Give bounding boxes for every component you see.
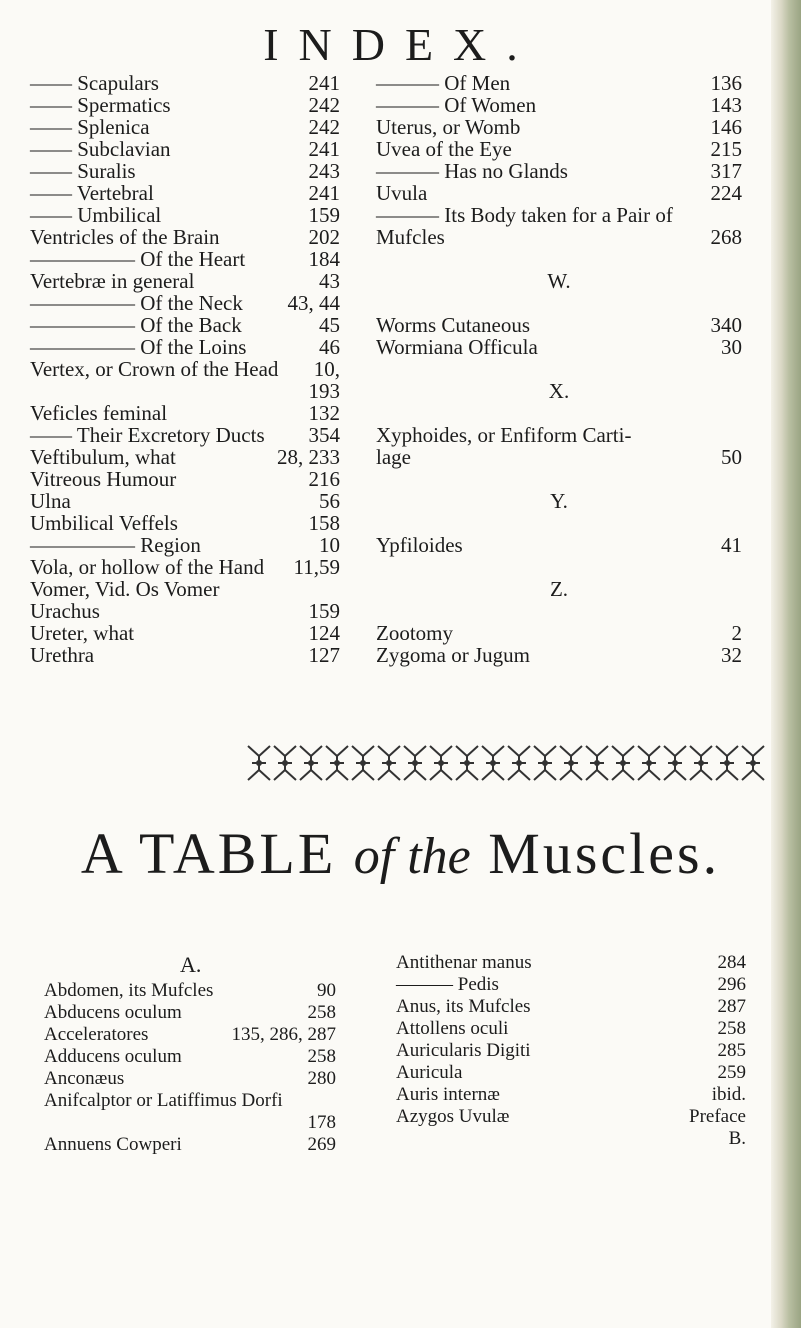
index-entry xyxy=(376,534,742,556)
index-entry-label: Uvea of the Eye xyxy=(376,137,512,161)
index-entry xyxy=(30,248,340,270)
index-entry xyxy=(376,490,742,512)
index-entry-page: 10, xyxy=(313,357,340,381)
muscle-entry xyxy=(396,1106,746,1128)
index-entry-page: 30 xyxy=(721,335,742,359)
muscle-entry-label: Anus, its Mufcles xyxy=(396,996,531,1017)
index-entry-page: 317 xyxy=(710,159,742,183)
muscle-entry-label: Auricula xyxy=(396,1062,463,1083)
index-entry-page: 28, 233 xyxy=(277,445,340,469)
index-entry-label: ————— Region xyxy=(30,533,201,557)
index-entry-page: 241 xyxy=(308,137,340,161)
index-entry-label: —— Vertebral xyxy=(30,181,154,205)
index-entry xyxy=(30,72,340,94)
index-entry xyxy=(30,534,340,556)
muscle-entry-page: 258 xyxy=(307,1046,336,1067)
index-entry xyxy=(30,116,340,138)
muscle-entry xyxy=(396,1062,746,1084)
index-entry-page: 132 xyxy=(308,401,340,425)
index-entry xyxy=(30,446,340,468)
index-entry xyxy=(376,182,742,204)
index-entry xyxy=(30,644,340,666)
muscle-entry xyxy=(44,1002,336,1024)
index-entry-label: Vertex, or Crown of the Head xyxy=(30,357,279,381)
index-entry xyxy=(376,116,742,138)
index-entry xyxy=(30,336,340,358)
index-entry xyxy=(376,226,742,248)
index-entry-label: Vomer, Vid. Os Vomer xyxy=(30,577,220,601)
index-entry xyxy=(376,94,742,116)
index-entry xyxy=(376,358,742,380)
index-entry xyxy=(376,446,742,468)
index-entry-label: —— Suralis xyxy=(30,159,136,183)
muscle-entry-label: Acceleratores xyxy=(44,1024,149,1045)
index-entry xyxy=(30,402,340,424)
muscle-entry-page: 258 xyxy=(307,1002,336,1023)
index-entry xyxy=(376,644,742,666)
muscle-entry xyxy=(396,952,746,974)
table-title-of: of the xyxy=(353,828,471,885)
index-entry-page: 41 xyxy=(721,533,742,557)
index-entry xyxy=(376,248,742,270)
index-entry xyxy=(376,622,742,644)
muscle-entry-label: Auris internæ xyxy=(396,1084,500,1105)
index-entry xyxy=(30,204,340,226)
muscle-entry-label: Auricularis Digiti xyxy=(396,1040,531,1061)
index-entry-page: 158 xyxy=(308,511,340,535)
index-entry-label: Xyphoides, or Enfiform Carti- xyxy=(376,423,632,447)
muscle-entry-label: Attollens oculi xyxy=(396,1018,509,1039)
index-entry-label: Uvula xyxy=(376,181,428,205)
index-entry-page: 215 xyxy=(710,137,742,161)
page-edge-binding xyxy=(771,0,801,1328)
index-entry-label: ——— Its Body taken for a Pair of xyxy=(376,203,673,227)
index-entry-label: W. xyxy=(547,269,571,293)
table-title-main: A TABLE xyxy=(80,821,337,886)
muscle-entry xyxy=(44,1046,336,1068)
index-entry-label: Vitreous Humour xyxy=(30,467,177,491)
index-entry-page: 50 xyxy=(721,445,742,469)
index-entry-page: 268 xyxy=(710,225,742,249)
index-entry-label: Vola, or hollow of the Hand xyxy=(30,555,265,579)
table-title-end: Muscles. xyxy=(488,821,721,886)
index-entry-label: lage xyxy=(376,445,411,469)
index-entry-label: X. xyxy=(548,379,570,403)
muscle-entry xyxy=(44,1024,336,1046)
index-entry-page: 146 xyxy=(710,115,742,139)
index-entry-label: ——— Has no Glands xyxy=(376,159,568,183)
muscles-heading: A. xyxy=(180,952,202,977)
index-entry-page: 159 xyxy=(308,599,340,623)
muscle-entry xyxy=(44,1090,336,1112)
muscle-entry xyxy=(44,1134,336,1156)
index-entry xyxy=(376,72,742,94)
index-entry-page: 124 xyxy=(308,621,340,645)
index-entry-label: Zootomy xyxy=(376,621,453,645)
muscle-entry-label: Annuens Cowperi xyxy=(44,1134,182,1155)
index-entry xyxy=(376,556,742,578)
muscle-entry xyxy=(44,980,336,1002)
index-entry-label: Mufcles xyxy=(376,225,445,249)
index-entry xyxy=(376,402,742,424)
index-entry xyxy=(376,578,742,600)
muscle-entry xyxy=(396,1128,746,1150)
index-entry-label: —— Spermatics xyxy=(30,93,171,117)
index-title: INDEX. xyxy=(263,19,538,70)
index-entry xyxy=(376,424,742,446)
index-entry xyxy=(376,292,742,314)
index-entry-page: 136 xyxy=(710,71,742,95)
index-entry xyxy=(30,292,340,314)
muscle-entry xyxy=(396,1018,746,1040)
index-entry-label: ——— Of Men xyxy=(376,71,511,95)
index-entry xyxy=(30,380,340,402)
index-entry-label: ————— Of the Neck xyxy=(30,291,243,315)
index-entry-label: Wormiana Officula xyxy=(376,335,538,359)
muscle-entry-label: Azygos Uvulæ xyxy=(396,1106,510,1127)
index-entry-page: 241 xyxy=(308,181,340,205)
index-entry xyxy=(30,622,340,644)
index-entry-page: 184 xyxy=(308,247,340,271)
muscle-entry-page: B. xyxy=(728,1128,746,1149)
index-entry xyxy=(30,270,340,292)
index-entry-label: ————— Of the Loins xyxy=(30,335,247,359)
index-entry xyxy=(30,182,340,204)
index-entry xyxy=(30,358,340,380)
muscle-entry-page: Preface xyxy=(689,1106,746,1127)
index-entry-page: 340 xyxy=(710,313,742,337)
muscle-entry-label: Abducens oculum xyxy=(44,1002,182,1023)
muscle-entry-page: 296 xyxy=(717,974,746,995)
muscle-entry-label: ——— Pedis xyxy=(396,974,499,995)
index-entry-page: 243 xyxy=(308,159,340,183)
muscle-entry xyxy=(396,974,746,996)
index-entry-label: Ventricles of the Brain xyxy=(30,225,220,249)
muscle-entry-page: 269 xyxy=(307,1134,336,1155)
index-entry-page: 354 xyxy=(308,423,340,447)
muscle-entry-page: 287 xyxy=(717,996,746,1017)
index-entry xyxy=(376,204,742,226)
index-entry xyxy=(30,490,340,512)
index-entry-label: Vertebræ in general xyxy=(30,269,195,293)
muscle-entry-label: Anifcalptor or Latiffimus Dorfi xyxy=(44,1090,283,1111)
index-entry xyxy=(30,578,340,600)
muscle-entry xyxy=(44,1112,336,1134)
muscle-entry-page: ibid. xyxy=(711,1084,746,1105)
index-entry-page: 224 xyxy=(710,181,742,205)
index-entry-label: —— Scapulars xyxy=(30,71,159,95)
index-entry xyxy=(30,226,340,248)
index-entry xyxy=(30,600,340,622)
muscle-entry-label: Abdomen, its Mufcles xyxy=(44,980,214,1001)
muscle-entry-page: 178 xyxy=(307,1112,336,1133)
index-entry-label: Ulna xyxy=(30,489,71,513)
muscle-entry xyxy=(396,1040,746,1062)
index-entry-page: 242 xyxy=(308,93,340,117)
index-entry xyxy=(30,556,340,578)
index-entry-page: 45 xyxy=(319,313,340,337)
index-entry-page: 11,59 xyxy=(293,555,340,579)
index-entry xyxy=(376,380,742,402)
index-entry xyxy=(30,512,340,534)
index-entry-page: 127 xyxy=(308,643,340,667)
index-entry-label: Ureter, what xyxy=(30,621,135,645)
muscles-left-column xyxy=(44,980,336,1156)
muscle-entry xyxy=(396,1084,746,1106)
index-entry-page: 193 xyxy=(308,379,340,403)
muscle-entry-label: Anconæus xyxy=(44,1068,125,1089)
index-entry-page: 56 xyxy=(319,489,340,513)
index-entry-label: Urachus xyxy=(30,599,100,623)
index-entry-label: Uterus, or Womb xyxy=(376,115,521,139)
index-entry xyxy=(376,314,742,336)
index-entry-page: 43 xyxy=(319,269,340,293)
index-entry-label: Veftibulum, what xyxy=(30,445,176,469)
index-entry-label: Ypfiloides xyxy=(376,533,463,557)
index-entry-label: —— Umbilical xyxy=(30,203,162,227)
index-entry-page: 143 xyxy=(710,93,742,117)
muscle-entry-page: 258 xyxy=(717,1018,746,1039)
index-entry-page: 242 xyxy=(308,115,340,139)
index-entry-label: Worms Cutaneous xyxy=(376,313,531,337)
muscle-entry-page: 259 xyxy=(717,1062,746,1083)
index-entry-label: Urethra xyxy=(30,643,95,667)
muscle-entry xyxy=(44,1068,336,1090)
muscle-entry-label: Adducens oculum xyxy=(44,1046,182,1067)
index-entry xyxy=(30,468,340,490)
index-entry xyxy=(376,138,742,160)
index-entry-label: —— Their Excretory Ducts xyxy=(30,423,265,447)
muscle-entry-page: 135, 286, 287 xyxy=(231,1024,336,1045)
index-entry xyxy=(30,424,340,446)
muscle-entry xyxy=(396,996,746,1018)
index-entry-label: —— Splenica xyxy=(30,115,150,139)
index-entry-page: 32 xyxy=(721,643,742,667)
index-entry xyxy=(376,160,742,182)
muscle-entry-page: 284 xyxy=(717,952,746,973)
index-entry-label: ————— Of the Back xyxy=(30,313,242,337)
index-entry-label: Z. xyxy=(549,577,569,601)
index-entry-label: ————— Of the Heart xyxy=(30,247,246,271)
index-entry xyxy=(376,336,742,358)
index-entry-label: Veficles feminal xyxy=(30,401,168,425)
index-entry-label: Y. xyxy=(550,489,568,513)
index-entry-page: 241 xyxy=(308,71,340,95)
index-entry-page: 2 xyxy=(731,621,742,645)
index-entry-page: 216 xyxy=(308,467,340,491)
index-entry-label: —— Subclavian xyxy=(30,137,171,161)
index-entry-page: 43, 44 xyxy=(287,291,340,315)
ornament-border xyxy=(246,740,766,786)
index-left-column xyxy=(30,72,340,666)
index-entry xyxy=(30,160,340,182)
index-entry xyxy=(376,468,742,490)
index-entry-label: Zygoma or Jugum xyxy=(376,643,530,667)
index-entry-label: ——— Of Women xyxy=(376,93,537,117)
index-entry xyxy=(376,270,742,292)
index-entry xyxy=(376,600,742,622)
muscle-entry-page: 285 xyxy=(717,1040,746,1061)
muscle-entry-page: 280 xyxy=(307,1068,336,1089)
muscle-entry-page: 90 xyxy=(317,980,336,1001)
index-entry-label: Umbilical Veffels xyxy=(30,511,178,535)
index-entry-page: 159 xyxy=(308,203,340,227)
table-title xyxy=(0,820,801,887)
index-entry-page: 10 xyxy=(319,533,340,557)
index-entry xyxy=(30,138,340,160)
index-entry-page: 46 xyxy=(319,335,340,359)
index-entry xyxy=(30,94,340,116)
index-entry xyxy=(376,512,742,534)
muscle-entry-label: Antithenar manus xyxy=(396,952,532,973)
index-entry-page: 202 xyxy=(308,225,340,249)
index-right-column xyxy=(376,72,742,666)
index-entry xyxy=(30,314,340,336)
muscles-right-column xyxy=(396,952,746,1150)
